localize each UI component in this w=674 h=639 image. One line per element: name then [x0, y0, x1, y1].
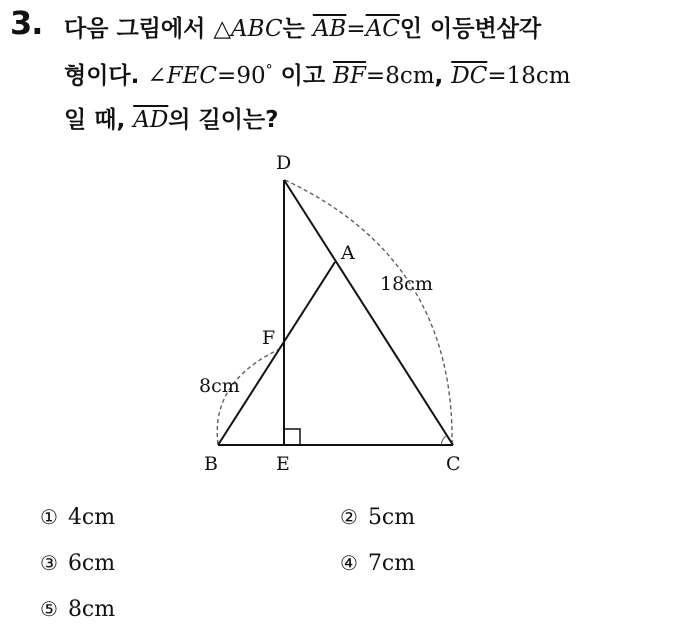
segment-ba: [218, 262, 335, 445]
angle-mark-c: [441, 436, 446, 445]
choice-text: 7cm: [367, 551, 416, 576]
choice-3[interactable]: [40, 551, 115, 576]
label-e: E: [276, 453, 290, 475]
segment-dc: [284, 180, 453, 445]
right-angle-mark: [284, 429, 300, 445]
choice-mark: ③: [40, 551, 58, 575]
label-c: C: [446, 453, 461, 475]
choice-2[interactable]: [340, 505, 415, 530]
choice-text: 5cm: [367, 505, 416, 530]
choice-4[interactable]: [340, 551, 415, 576]
label-dc-length: 18cm: [380, 273, 433, 295]
choice-5[interactable]: [40, 597, 115, 622]
label-bf-length: 8cm: [199, 375, 240, 397]
angle-condition: ∠FEC=90°: [147, 62, 273, 89]
conjunction: 이고: [272, 63, 334, 89]
bf-condition: $\overline{BF}=8cm$: [333, 63, 435, 89]
question-intro: 다음 그림에서: [64, 16, 214, 42]
comma: ,: [434, 63, 444, 89]
isosceles-condition: $\overline{AB}=\overline{AC}$: [312, 16, 400, 42]
triangle-suffix: 는: [282, 16, 313, 42]
triangle-expression: △ABC: [213, 16, 283, 42]
choice-1[interactable]: [40, 505, 115, 530]
choice-text: 8cm: [67, 597, 116, 622]
label-f: F: [262, 327, 276, 349]
dc-condition: $\overline{DC}=18cm$: [451, 63, 571, 89]
line3-start: 일 때,: [64, 107, 134, 133]
label-b: B: [204, 453, 218, 475]
label-a: A: [341, 242, 355, 264]
choice-text: 4cm: [67, 505, 116, 530]
choice-mark: ⑤: [40, 597, 58, 621]
choice-mark: ④: [340, 551, 358, 575]
question-number: 3.: [10, 4, 43, 42]
choice-text: 6cm: [67, 551, 116, 576]
line2-start: 형이다.: [64, 63, 148, 89]
isosceles-text: 인 이등변삼각: [399, 16, 542, 42]
choice-mark: ②: [340, 505, 358, 529]
choice-mark: ①: [40, 505, 58, 529]
ad-segment: $\overline{AD}$: [133, 107, 169, 133]
label-d: D: [276, 152, 292, 174]
question-ending: 의 길이는?: [168, 107, 279, 133]
